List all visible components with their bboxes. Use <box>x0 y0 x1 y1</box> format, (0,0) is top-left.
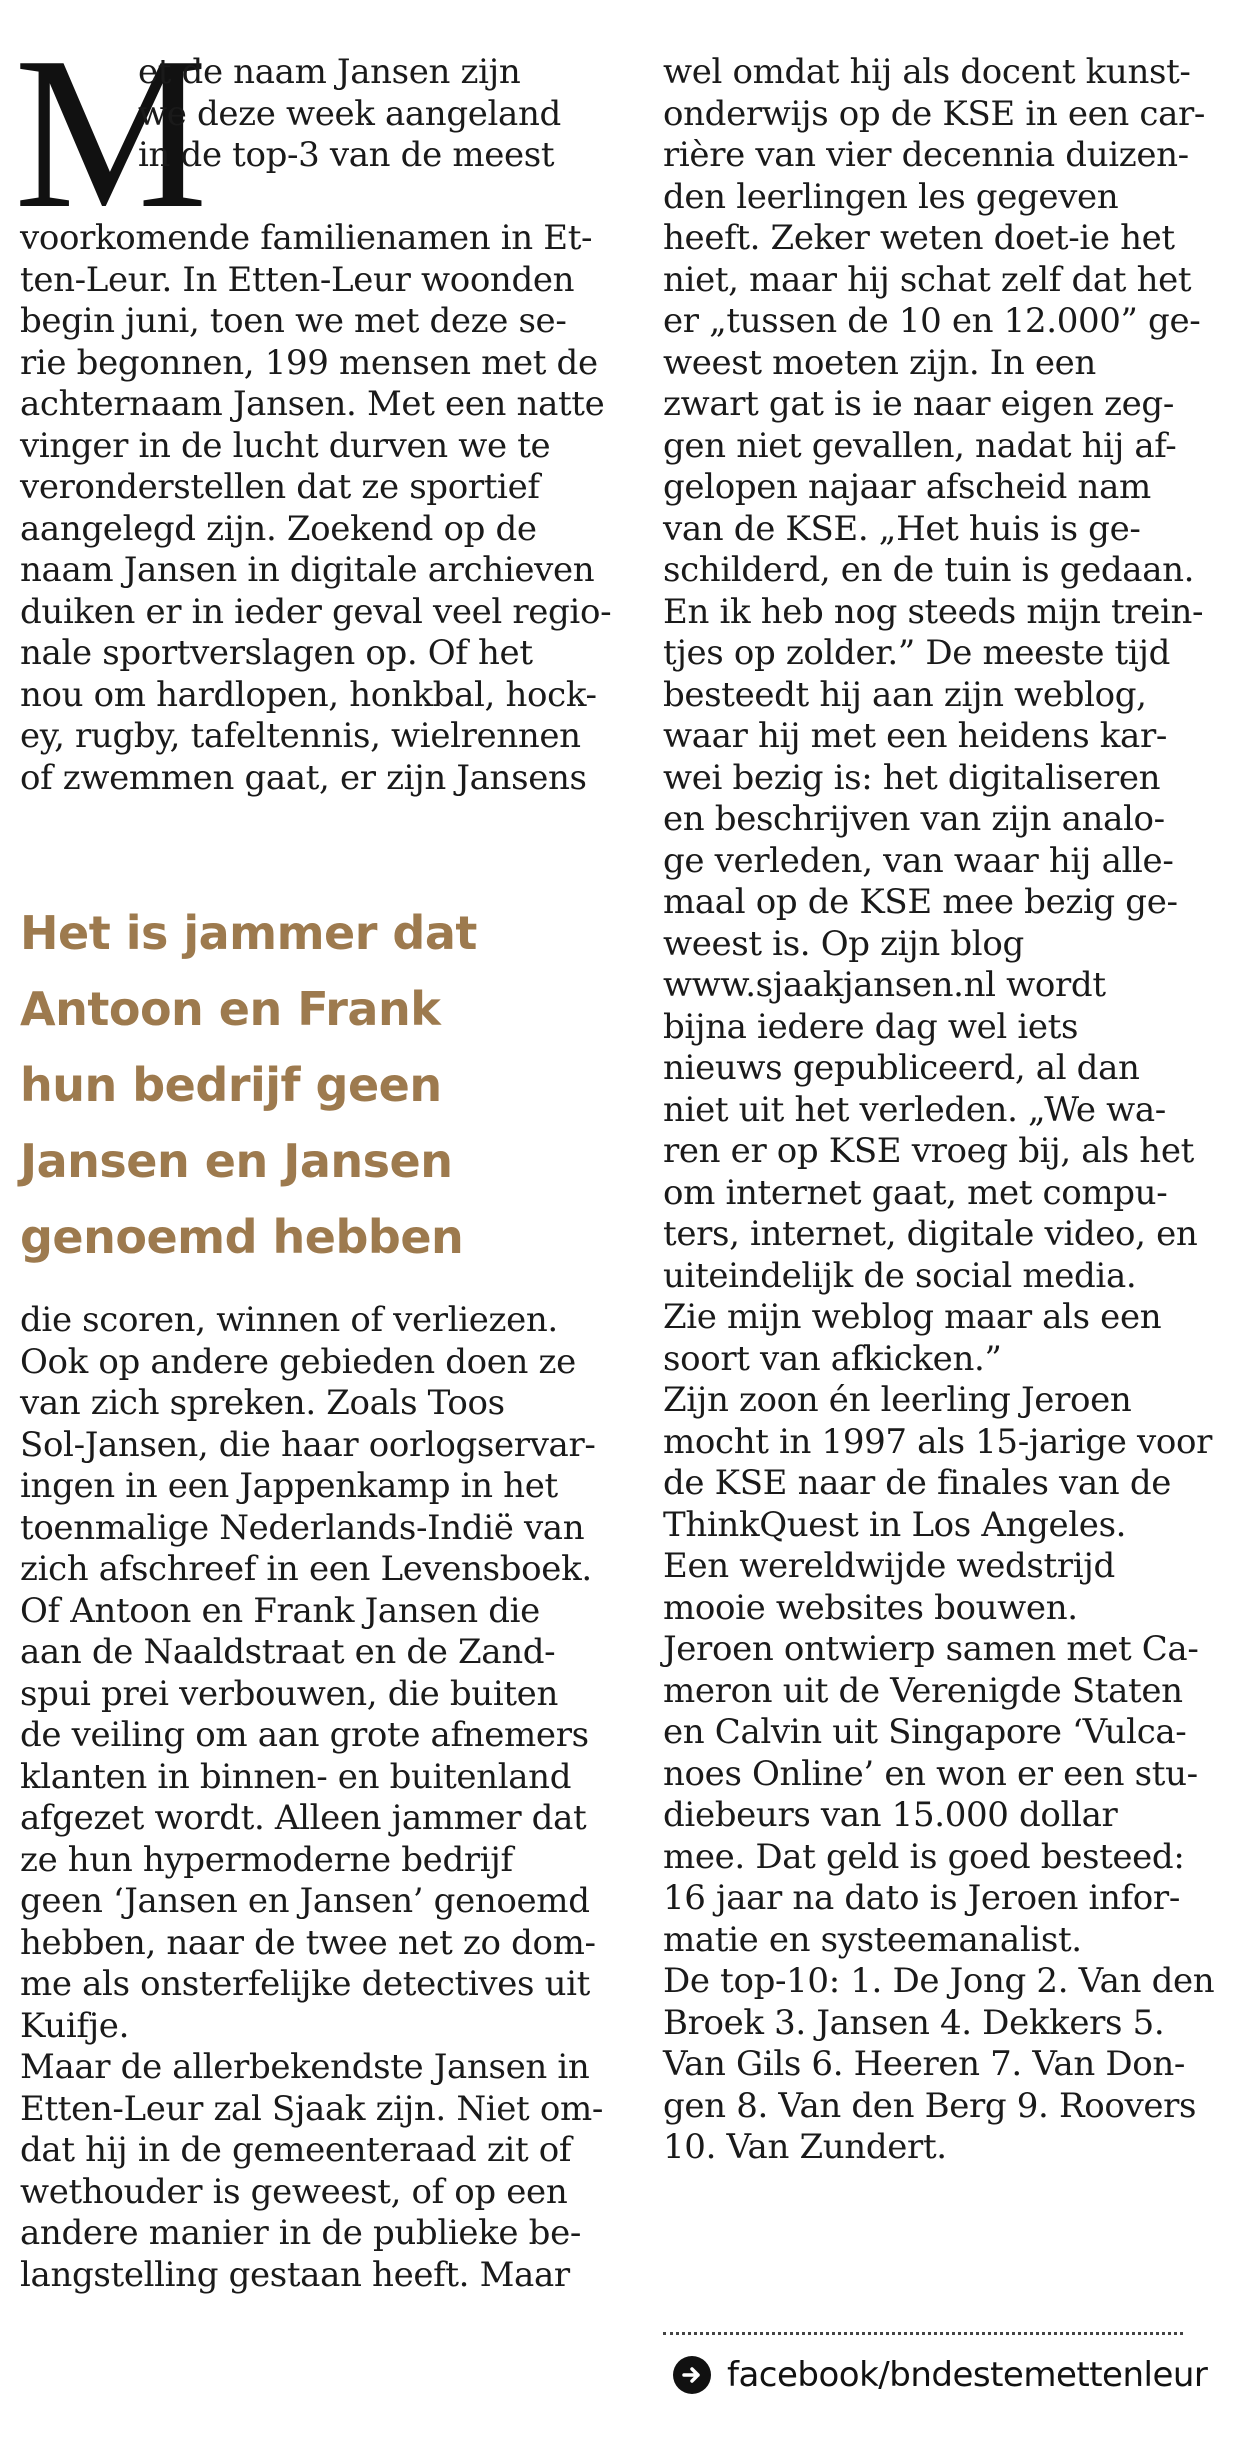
pull-quote <box>20 895 580 1275</box>
text-line: klanten in binnen- en buitenland <box>20 1756 572 1797</box>
text-line: nieuws gepubliceerd, al dan <box>663 1048 1140 1088</box>
text-line: rie begonnen, 199 mensen met de <box>20 342 598 383</box>
text-line: bijna iedere dag wel iets <box>663 1006 1079 1047</box>
text-line: matie en systeemanalist. <box>663 1919 1082 1960</box>
text-line: heeft. Zeker weten doet-ie het <box>663 218 1175 258</box>
text-line: er „tussen de 10 en 12.000” ge- <box>663 301 1201 341</box>
text-line: veronderstellen dat ze sportief <box>20 467 540 507</box>
text-line: weest is. Op zijn blog <box>663 923 1024 964</box>
text-line: gelopen najaar afscheid nam <box>663 467 1151 507</box>
footer-divider <box>663 2332 1183 2335</box>
text-line: ren er op KSE vroeg bij, als het <box>663 1131 1194 1171</box>
text-line: de veiling om aan grote afnemers <box>20 1715 589 1755</box>
body-text-left-top <box>20 218 618 799</box>
text-line: 16 jaar na dato is Jeroen infor- <box>663 1878 1180 1918</box>
text-line: zwart gat is ie naar eigen zeg- <box>663 384 1174 424</box>
text-line: mooie websites bouwen. <box>663 1587 1078 1628</box>
text-line: die scoren, winnen of verliezen. <box>20 1300 558 1340</box>
text-line: spui prei verbouwen, die buiten <box>20 1673 558 1714</box>
text-line: dat hij in de gemeenteraad zit of <box>20 2130 572 2170</box>
text-line: maal op de KSE mee bezig ge- <box>663 882 1178 922</box>
text-line: Broek 3. Jansen 4. Dekkers 5. <box>663 2002 1165 2043</box>
text-line: tjes op zolder.” De meeste tijd <box>663 633 1170 673</box>
text-line: Of Antoon en Frank Jansen die <box>20 1590 540 1631</box>
text-line: wel omdat hij als docent kunst- <box>663 52 1191 92</box>
text-line: genoemd hebben <box>20 1210 464 1264</box>
drop-cap: M <box>14 13 208 254</box>
text-line: duiken er in ieder geval veel regio- <box>20 591 612 632</box>
text-line: van de KSE. „Het huis is ge- <box>663 508 1141 549</box>
text-line: ters, internet, digitale video, en <box>663 1214 1198 1254</box>
text-line: uiteindelijk de social media. <box>663 1255 1137 1296</box>
text-line: onderwijs op de KSE in een car- <box>663 93 1206 134</box>
text-line: Het is jammer dat <box>20 906 477 960</box>
text-line: afgezet wordt. Alleen jammer dat <box>20 1798 587 1838</box>
text-line: De top-10: 1. De Jong 2. Van den <box>663 1961 1215 2001</box>
text-line: weest moeten zijn. In een <box>663 342 1096 383</box>
text-line: hebben, naar de twee net zo dom- <box>20 1922 596 1963</box>
text-line: we deze week aangeland <box>138 93 561 134</box>
text-line: Zie mijn weblog maar als een <box>663 1297 1162 1337</box>
text-line: Ook op andere gebieden doen ze <box>20 1341 576 1382</box>
text-line: gen niet gevallen, nadat hij af- <box>663 425 1177 466</box>
text-line: Jeroen ontwierp samen met Ca- <box>663 1629 1199 1669</box>
text-line: en Calvin uit Singapore ‘Vulca- <box>663 1712 1187 1752</box>
text-line: soort van afkicken.” <box>663 1338 1002 1379</box>
text-line: besteedt hij aan zijn weblog, <box>663 674 1147 715</box>
text-line: et de naam Jansen zijn <box>138 52 521 92</box>
text-line: Kuifje. <box>20 2005 130 2046</box>
text-line: van zich spreken. Zoals Toos <box>20 1383 505 1423</box>
text-line: geen ‘Jansen en Jansen’ genoemd <box>20 1881 590 1921</box>
text-line: 10. Van Zundert. <box>663 2127 947 2167</box>
text-line: me als onsterfelijke detectives uit <box>20 1964 590 2004</box>
text-line: Een wereldwijde wedstrijd <box>663 1546 1115 1586</box>
text-line: den leerlingen les gegeven <box>663 176 1119 217</box>
text-line: aan de Naaldstraat en de Zand- <box>20 1632 556 1672</box>
text-line: nale sportverslagen op. Of het <box>20 633 533 673</box>
text-line: wei bezig is: het digitaliseren <box>663 757 1161 798</box>
text-line: naam Jansen in digitale archieven <box>20 550 595 590</box>
arrow-right-circle-icon <box>673 2356 711 2394</box>
text-line: schilderd, en de tuin is gedaan. <box>663 550 1195 590</box>
text-line: www.sjaakjansen.nl wordt <box>663 965 1106 1005</box>
text-line: langstelling gestaan heeft. Maar <box>20 2254 570 2295</box>
text-line: nou om hardlopen, honkbal, hock- <box>20 674 597 715</box>
text-line: ze hun hypermoderne bedrijf <box>20 1839 513 1880</box>
text-line: Sol-Jansen, die haar oorlogservar- <box>20 1424 596 1465</box>
article-column-left-top <box>14 13 618 799</box>
text-line: Jansen en Jansen <box>20 1134 453 1188</box>
text-line: mee. Dat geld is goed besteed: <box>663 1836 1185 1877</box>
text-line: Zijn zoon én leerling Jeroen <box>663 1380 1132 1420</box>
text-line: en beschrijven van zijn analo- <box>663 799 1165 839</box>
text-line: En ik heb nog steeds mijn trein- <box>663 591 1204 632</box>
text-line: hun bedrijf geen <box>20 1058 442 1112</box>
text-line: niet uit het verleden. „We wa- <box>663 1089 1166 1130</box>
text-line: de KSE naar de finales van de <box>663 1463 1172 1503</box>
text-line: aangelegd zijn. Zoekend op de <box>20 508 537 549</box>
text-line: ey, rugby, tafeltennis, wielrennen <box>20 716 581 756</box>
text-line: diebeurs van 15.000 dollar <box>663 1795 1118 1835</box>
text-line: andere manier in de publieke be- <box>20 2213 581 2253</box>
text-line: toenmalige Nederlands-Indië van <box>20 1507 585 1548</box>
text-line: gen 8. Van den Berg 9. Roovers <box>663 2085 1197 2126</box>
text-line: Maar de allerbekendste Jansen in <box>20 2047 590 2087</box>
text-line: mocht in 1997 als 15-jarige voor <box>663 1421 1213 1462</box>
intro-lines <box>138 52 561 177</box>
text-line: achternaam Jansen. Met een natte <box>20 384 605 424</box>
text-line: ge verleden, van waar hij alle- <box>663 840 1174 881</box>
text-line: niet, maar hij schat zelf dat het <box>663 259 1192 300</box>
text-line: Antoon en Frank <box>20 982 441 1036</box>
text-line: voorkomende familienamen in Et- <box>20 218 593 258</box>
text-line: vinger in de lucht durven we te <box>20 425 551 466</box>
text-line: Etten-Leur zal Sjaak zijn. Niet om- <box>20 2088 603 2129</box>
text-line: zich afschreef in een Levensboek. <box>20 1549 592 1589</box>
text-line: rière van vier decennia duizen- <box>663 135 1189 175</box>
article-column-right <box>663 52 1223 2169</box>
text-line: in de top-3 van de meest <box>138 135 555 175</box>
text-line: ten-Leur. In Etten-Leur woonden <box>20 259 575 300</box>
text-line: Van Gils 6. Heeren 7. Van Don- <box>663 2044 1186 2084</box>
footer-link[interactable] <box>673 2345 1207 2405</box>
text-line: waar hij met een heidens kar- <box>663 716 1168 756</box>
text-line: noes Online’ en won er een stu- <box>663 1753 1198 1794</box>
text-line: om internet gaat, met compu- <box>663 1172 1168 1213</box>
text-line: wethouder is geweest, of op een <box>20 2171 568 2212</box>
text-line: meron uit de Verenigde Staten <box>663 1670 1183 1711</box>
facebook-link-text[interactable]: facebook/bndestemettenleur <box>727 2355 1208 2395</box>
text-line: ingen in een Jappenkamp in het <box>20 1466 558 1506</box>
text-line: ThinkQuest in Los Angeles. <box>663 1504 1127 1545</box>
article-column-left-bottom <box>20 1300 618 2296</box>
text-line: of zwemmen gaat, er zijn Jansens <box>20 757 587 798</box>
text-line: begin juni, toen we met deze se- <box>20 301 567 341</box>
